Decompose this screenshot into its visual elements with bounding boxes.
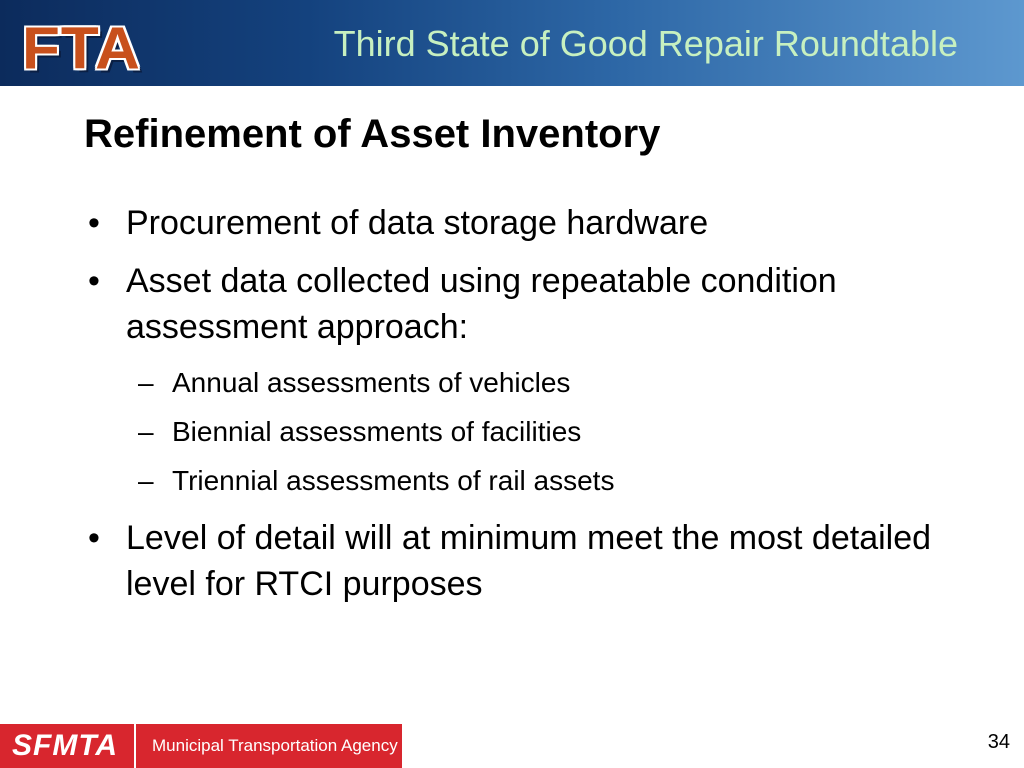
bullet-marker: • (88, 519, 100, 557)
bullet-list (84, 200, 984, 619)
footer-divider (134, 724, 136, 768)
bullet-item (84, 200, 984, 246)
bullet-marker: • (88, 204, 100, 242)
footer-band (0, 724, 402, 768)
sub-bullet-item (84, 358, 984, 407)
bullet-marker: • (88, 262, 100, 300)
bullet-item (84, 258, 984, 350)
dash-marker: – (138, 416, 154, 447)
bullet-text: Procurement of data storage hardware (126, 204, 709, 242)
agency-name: Municipal Transportation Agency (152, 736, 398, 755)
bullet-text: Asset data collected using repeatable condition assessment approach: (126, 262, 837, 346)
sfmta-logo: SFMTA (12, 729, 119, 762)
bullet-text: Level of detail will at minimum meet the most detailed level for RTCI purposes (126, 519, 932, 603)
sub-bullet-list (84, 358, 984, 505)
sub-bullet-item (84, 407, 984, 456)
fta-logo: FTA (22, 16, 141, 82)
bullet-item (84, 515, 984, 607)
dash-marker: – (138, 465, 154, 496)
sub-bullet-text: Annual assessments of vehicles (172, 367, 571, 398)
header-title: Third State of Good Repair Roundtable (333, 23, 958, 64)
sub-bullet-text: Biennial assessments of facilities (172, 416, 582, 447)
dash-marker: – (138, 367, 154, 398)
sub-bullet-text: Triennial assessments of rail assets (172, 465, 615, 496)
page-number: 34 (987, 731, 1010, 753)
slide-title: Refinement of Asset Inventory (84, 112, 661, 156)
sub-bullet-item (84, 456, 984, 505)
header-band (0, 0, 1024, 86)
